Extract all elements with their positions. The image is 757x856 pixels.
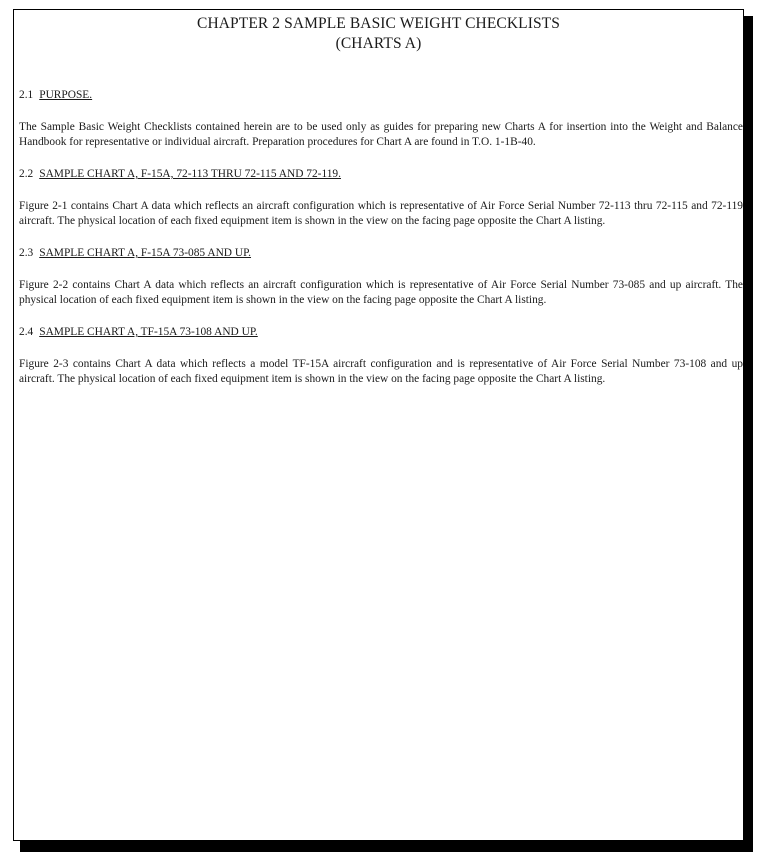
section-paragraph: Figure 2-2 contains Chart A data which reflects an aircraft configuration which is representative of Air Force Serial Number 73-085 and up aircraft. The physical location of each fixed equipment item is shown in the view on the facing page opposite the Chart A listing. [19,279,743,306]
section-number: 2.3 [19,247,34,259]
section-paragraph: Figure 2-3 contains Chart A data which reflects a model TF-15A aircraft configuration and is representative of Air Force Serial Number 73-108 and up aircraft. The physical location of each fixed equipment item is shown in the view on the facing page opposite the Chart A listing. [19,358,743,385]
section-paragraph: The Sample Basic Weight Checklists contained herein are to be used only as guides for preparing new Charts A for insertion into the Weight and Balance Handbook for representative or individual aircraft. Preparation procedures for Chart A are found in T.O. 1-1B-40. [19,121,743,148]
section-heading [19,246,743,261]
section-heading [19,167,743,182]
section-title: PURPOSE. [39,89,93,101]
section-heading [19,325,743,340]
section-number: 2.4 [19,326,34,338]
section-number: 2.1 [19,89,34,101]
chapter-title [14,14,743,54]
section-heading [19,88,743,103]
section-title: SAMPLE CHART A, TF-15A 73-108 AND UP. [39,326,258,338]
section-2-4 [19,325,743,387]
chapter-title-line2: (CHARTS A) [335,35,422,52]
chapter-title-line1: CHAPTER 2 SAMPLE BASIC WEIGHT CHECKLISTS [197,15,560,32]
section-number: 2.2 [19,168,34,180]
document-body [19,88,743,387]
section-2-1 [19,88,743,150]
section-paragraph: Figure 2-1 contains Chart A data which reflects an aircraft configuration which is representative of Air Force Serial Number 72-113 thru 72-115 and 72-119 aircraft. The physical location of each fixed equipment item is shown in the view on the facing page opposite the Chart A listing. [19,200,743,227]
section-2-2 [19,167,743,229]
section-2-3 [19,246,743,308]
section-title: SAMPLE CHART A, F-15A 73-085 AND UP. [39,247,252,259]
section-title: SAMPLE CHART A, F-15A, 72-113 THRU 72-115 AND 72-119. [39,168,341,180]
document-page [13,9,744,841]
